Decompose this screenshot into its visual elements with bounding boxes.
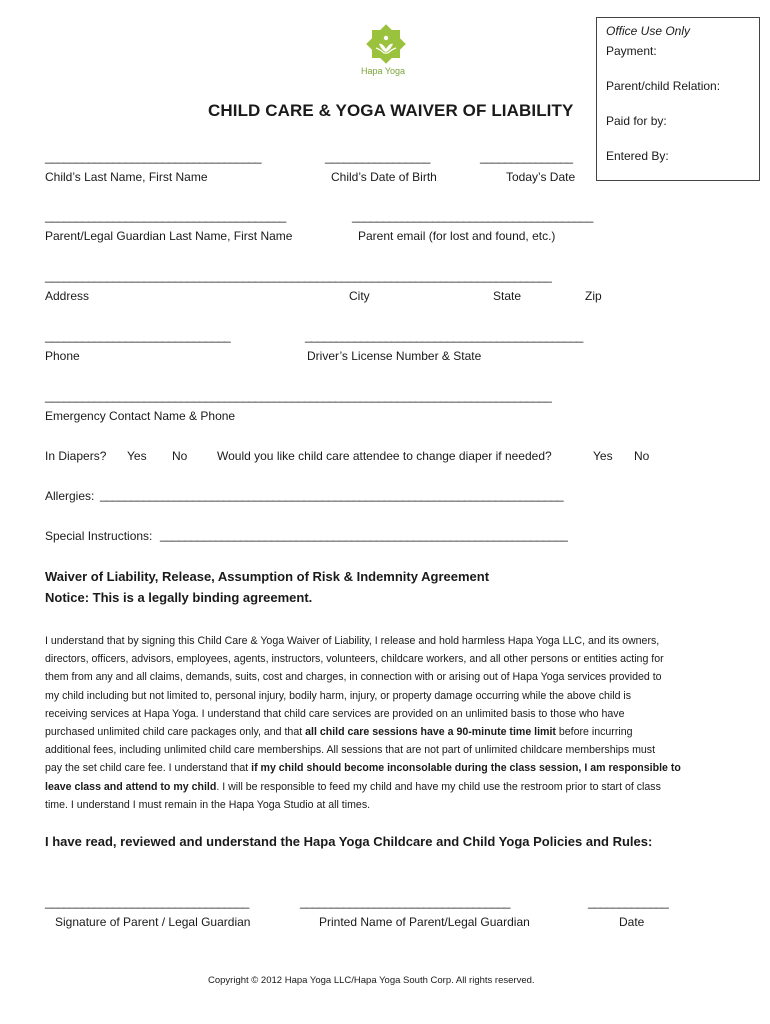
office-entered-by-label: Entered By: — [606, 149, 669, 163]
change-diaper-yes-option[interactable]: Yes — [593, 449, 613, 463]
waiver-line: additional fees, including unlimited child care memberships. All sessions that are not part of unlimited childcare memberships must — [45, 744, 656, 757]
child-dob-label: Child’s Date of Birth — [331, 170, 437, 184]
child-name-label: Child’s Last Name, First Name — [45, 170, 208, 184]
allergies-label: Allergies: — [45, 489, 95, 503]
waiver-notice: Notice: This is a legally binding agreement. — [45, 590, 313, 605]
waiver-emphasis: if my child should become inconsolable during the class session, I am responsible to — [251, 762, 681, 775]
license-line[interactable]: _____________________________________________ — [305, 329, 583, 343]
parent-name-line[interactable]: _______________________________________ — [45, 209, 286, 223]
waiver-line: time. I understand I must remain in the Hapa Yoga Studio at all times. — [45, 798, 371, 811]
child-name-line[interactable]: ___________________________________ — [45, 150, 262, 164]
emergency-label: Emergency Contact Name & Phone — [45, 409, 236, 423]
today-date-line[interactable]: _______________ — [480, 150, 573, 164]
waiver-emphasis: all child care sessions have a 90-minute time limit — [305, 726, 556, 739]
address-line[interactable]: __________________________________________________________________________________ — [45, 269, 552, 283]
office-payment-label: Payment: — [606, 44, 657, 58]
address-label: Address — [45, 289, 90, 303]
waiver-text: before incurring — [555, 726, 633, 739]
printed-name-line[interactable]: __________________________________ — [300, 895, 510, 909]
waiver-text: pay the set child care fee. I understand that — [45, 762, 252, 775]
waiver-paragraph — [45, 632, 729, 814]
parent-email-label: Parent email (for lost and found, etc.) — [358, 229, 556, 243]
date-line[interactable]: _____________ — [588, 895, 669, 909]
waiver-line — [45, 723, 729, 741]
waiver-emphasis: leave class and attend to my child — [45, 780, 217, 793]
parent-email-line[interactable]: _______________________________________ — [352, 209, 593, 223]
zip-label: Zip — [585, 289, 602, 303]
lotus-badge-icon — [358, 24, 414, 64]
license-label: Driver’s License Number & State — [307, 349, 482, 363]
logo-text: Hapa Yoga — [361, 66, 406, 76]
emergency-line[interactable]: __________________________________________________________________________________ — [45, 389, 552, 403]
waiver-line: receiving services at Hapa Yoga. I understand that child care services are provided on an unlimited basis to those who have — [45, 707, 625, 720]
date-label: Date — [619, 915, 645, 929]
office-paid-for-label: Paid for by: — [606, 114, 667, 128]
parent-name-label: Parent/Legal Guardian Last Name, First Name — [45, 229, 293, 243]
allergies-line[interactable]: ___________________________________________________________________________ — [100, 488, 564, 502]
form-title: CHILD CARE & YOGA WAIVER OF LIABILITY — [208, 101, 574, 120]
change-diaper-question: Would you like child care attendee to change diaper if needed? — [217, 449, 552, 463]
phone-label: Phone — [45, 349, 80, 363]
diapers-yes-option[interactable]: Yes — [127, 449, 147, 463]
state-label: State — [493, 289, 522, 303]
special-instructions-line[interactable]: __________________________________________________________________ — [160, 528, 568, 542]
diapers-question: In Diapers? — [45, 449, 107, 463]
office-relation-label: Parent/child Relation: — [606, 79, 721, 93]
waiver-line: I understand that by signing this Child Care & Yoga Waiver of Liability, I release and hold harmless Hapa Yoga LLC, and its owners, — [45, 635, 660, 647]
waiver-text: purchased unlimited child care packages only, and that — [45, 726, 306, 739]
copyright-footer: Copyright © 2012 Hapa Yoga LLC/Hapa Yoga South Corp. All rights reserved. — [208, 975, 535, 986]
logo — [358, 24, 414, 80]
signature-label: Signature of Parent / Legal Guardian — [55, 915, 251, 929]
waiver-line: directors, officers, advisors, employees, agents, instructors, volunteers, childcare workers, and all other persons or entities acting for — [45, 653, 664, 666]
diapers-no-option[interactable]: No — [172, 449, 188, 463]
phone-line[interactable]: ______________________________ — [45, 329, 231, 343]
waiver-line: my child including but not limited to, personal injury, bodily harm, injury, or property damage occurring while the above child is — [45, 689, 632, 702]
today-date-label: Today’s Date — [506, 170, 576, 184]
office-use-heading: Office Use Only — [606, 24, 691, 38]
acknowledgement-statement: I have read, reviewed and understand the Hapa Yoga Childcare and Child Yoga Policies and Rules: — [45, 834, 653, 849]
office-use-box — [596, 17, 760, 181]
change-diaper-no-option[interactable]: No — [634, 449, 650, 463]
city-label: City — [349, 289, 370, 303]
waiver-line: them from any and all claims, demands, suits, cost and charges, in connection with or arising out of Hapa Yoga services provided to — [45, 671, 662, 684]
printed-name-label: Printed Name of Parent/Legal Guardian — [319, 915, 530, 929]
child-dob-line[interactable]: _________________ — [325, 150, 430, 164]
waiver-text: . I will be responsible to feed my child and have my child use the restroom prior to start of class — [216, 780, 661, 793]
waiver-line — [45, 759, 729, 777]
special-instructions-label: Special Instructions: — [45, 529, 153, 543]
waiver-line — [45, 778, 729, 796]
waiver-heading: Waiver of Liability, Release, Assumption of Risk & Indemnity Agreement — [45, 569, 490, 584]
signature-line[interactable]: _________________________________ — [45, 895, 249, 909]
